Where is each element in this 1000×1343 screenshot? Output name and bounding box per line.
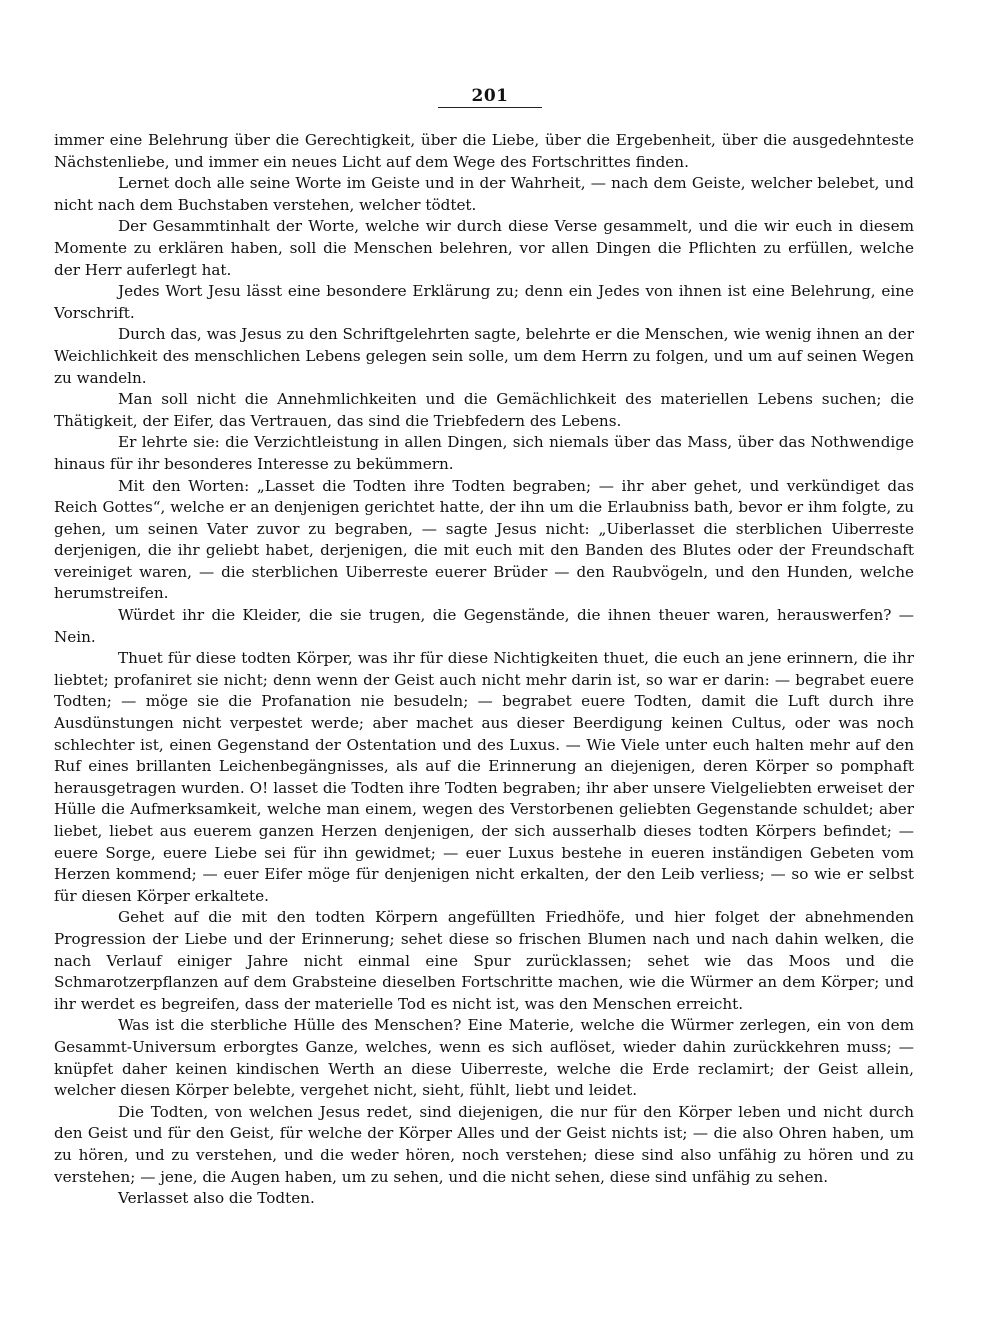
paragraph: Die Todten, von welchen Jesus redet, sind diejenigen, die nur für den Körper leben und nicht durch den Geist und für den Geist, für welche der Körper Alles und der Geist nichts ist; — die also Ohren haben, um zu hören, und zu verstehen, und die weder hören, noch verstehen; diese sind also unfähig zu hören und zu verstehen; — jene, die Augen haben, um zu sehen, und die nicht sehen, diese sind unfähig zu sehen.	[54, 1102, 914, 1186]
paragraph: Er lehrte sie: die Verzichtleistung in allen Dingen, sich niemals über das Mass, über das Nothwendige hinaus für ihr besonderes Interesse zu bekümmern.	[54, 433, 914, 473]
paragraph: Durch das, was Jesus zu den Schriftgelehrten sagte, belehrte er die Menschen, wie wenig ihnen an der Weichlichkeit des menschlichen Lebens gelegen sein solle, um dem Herrn zu folgen, und um auf seinen Wegen zu wandeln.	[54, 325, 914, 387]
paragraph: Mit den Worten: „Lasset die Todten ihre Todten begraben; — ihr aber gehet, und verkündiget das Reich Gottes“, welche er an denjenigen gerichtet hatte, der ihn um die Erlaubniss bath, bevor er ihm folgte, zu gehen, um seinen Vater zuvor zu begraben, — sagte Jesus nicht: „Uiberlasset die sterblichen Uiberreste derjenigen, die ihr geliebt habet, derjenigen, die mit euch mit den Banden des Blutes oder der Freundschaft vereiniget waren, — die sterblichen Uiberreste euerer Brüder — den Raubvögeln, und den Hunden, welche herumstreifen.	[54, 476, 914, 603]
body-text	[54, 130, 914, 1210]
paragraph: immer eine Belehrung über die Gerechtigkeit, über die Liebe, über die Ergebenheit, über die ausgedehnteste Nächstenliebe, und immer ein neues Licht auf dem Wege des Fortschrittes finden.	[54, 131, 914, 171]
paragraph: Lernet doch alle seine Worte im Geiste und in der Wahrheit, — nach dem Geiste, welcher belebet, und nicht nach dem Buchstaben verstehen, welcher tödtet.	[54, 174, 914, 214]
paragraph: Würdet ihr die Kleider, die sie trugen, die Gegenstände, die ihnen theuer waren, herauswerfen? — Nein.	[54, 606, 914, 646]
paragraph: Jedes Wort Jesu lässt eine besondere Erklärung zu; denn ein Jedes von ihnen ist eine Belehrung, eine Vorschrift.	[54, 282, 914, 322]
paragraph: Thuet für diese todten Körper, was ihr für diese Nichtigkeiten thuet, die euch an jene erinnern, die ihr liebtet; profaniret sie nicht; denn wenn der Geist auch nicht mehr darin ist, so war er darin: — begrabet euere Todten; — möge sie die Profanation nie besudeln; — begrabet euere Todten, damit die Luft durch ihre Ausdünstungen nicht verpestet werde; aber machet aus dieser Beerdigung keinen Cultus, oder was noch schlechter ist, einen Gegenstand der Ostentation und des Luxus. — Wie Viele unter euch halten mehr auf den Ruf eines brillanten Leichenbegängnisses, als auf die Erinnerung an diejenigen, deren Körper so pomphaft herausgetragen wurden. O! lasset die Todten ihre Todten begraben; ihr aber unsere Vielgeliebten erweiset der Hülle die Aufmerksamkeit, welche man einem, wegen des Verstorbenen geliebten Gegenstande schuldet; aber liebet, liebet aus euerem ganzen Herzen denjenigen, der sich ausserhalb dieses todten Körpers befindet; — euere Sorge, euere Liebe sei für ihn gewidmet; — euer Luxus bestehe in eueren inständigen Gebeten vom Herzen kommend; — euer Eifer möge für denjenigen nicht erkalten, der den Leib verliess; — so wie er selbst für diesen Körper erkaltete.	[54, 649, 914, 905]
paragraph: Man soll nicht die Annehmlichkeiten und die Gemächlichkeit des materiellen Lebens suchen; die Thätigkeit, der Eifer, das Vertrauen, das sind die Triebfedern des Lebens.	[54, 390, 914, 430]
paragraph: Was ist die sterbliche Hülle des Menschen? Eine Materie, welche die Würmer zerlegen, ein von dem Gesammt-Universum erborgtes Ganze, welches, wenn es sich auflöset, wieder dahin zurückkehren muss; — knüpfet daher keinen kindischen Werth an diese Uiberreste, welche die Erde reclamirt; der Geist allein, welcher diesen Körper belebte, vergehet nicht, sieht, fühlt, liebt und leidet.	[54, 1016, 914, 1100]
paragraph: Verlasset also die Todten.	[118, 1189, 315, 1208]
paragraph: Der Gesammtinhalt der Worte, welche wir durch diese Verse gesammelt, und die wir euch in diesem Momente zu erklären haben, soll die Menschen belehren, vor allen Dingen die Pflichten zu erfüllen, welche der Herr auferlegt hat.	[54, 217, 914, 279]
page-number: 201	[438, 86, 542, 108]
paragraph: Gehet auf die mit den todten Körpern angefüllten Friedhöfe, und hier folget der abnehmenden Progression der Liebe und der Erinnerung; sehet diese so frischen Blumen nach und nach dahin welken, die nach Verlauf einiger Jahre nicht einmal eine Spur zurücklassen; sehet wie das Moos und die Schmarotzerpflanzen auf dem Grabsteine dieselben Fortschritte machen, wie die Würmer an dem Körper; und ihr werdet es begreifen, dass der materielle Tod es nicht ist, was den Menschen erreicht.	[54, 908, 914, 1013]
